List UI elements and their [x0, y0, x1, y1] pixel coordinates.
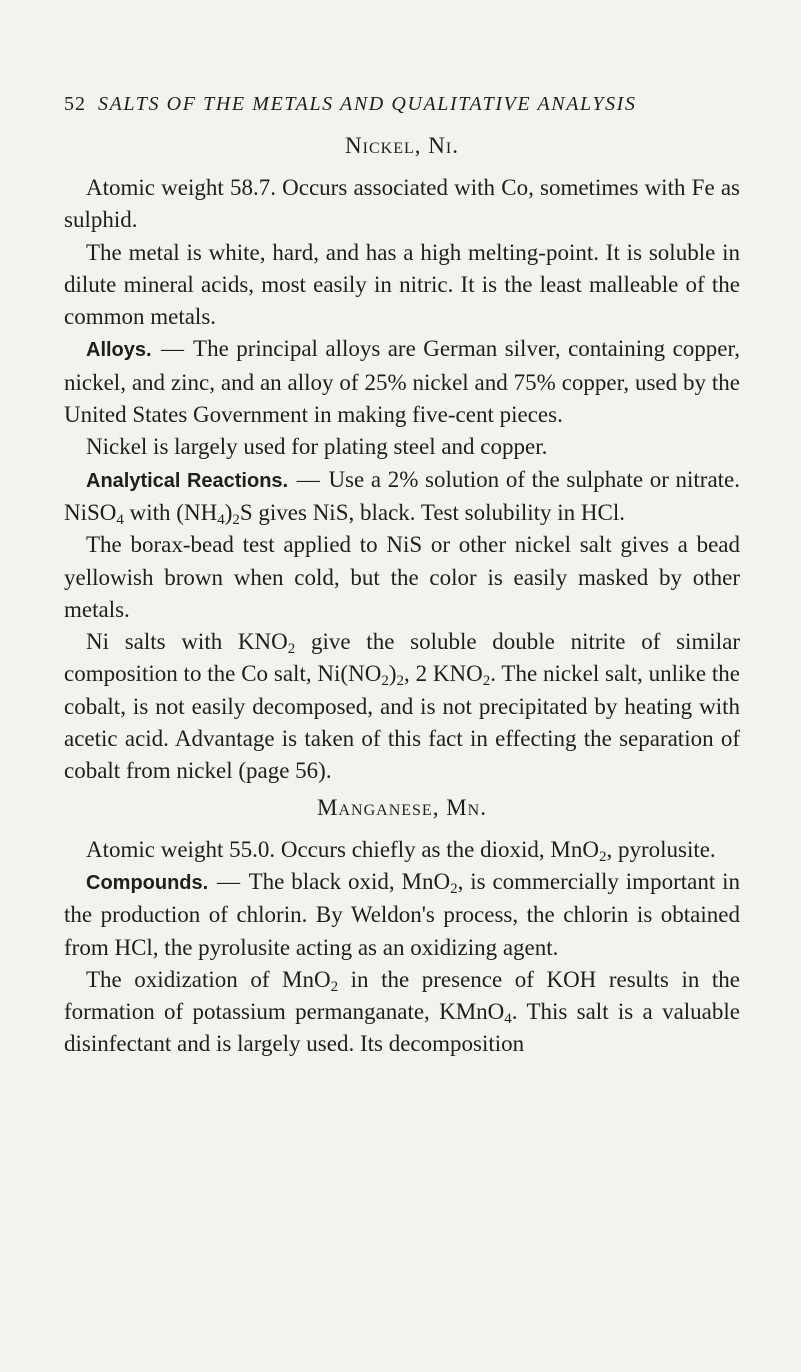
- paragraph: [64, 464, 740, 530]
- section-title-manganese: Manganese, Mn.: [317, 794, 487, 820]
- running-title: SALTS OF THE METALS AND QUALITATIVE ANALYSIS: [98, 93, 637, 115]
- paragraph-lead: Analytical Reactions.: [86, 469, 289, 492]
- section-manganese: [64, 792, 740, 1061]
- section-title-nickel: Nickel, Ni.: [345, 133, 459, 158]
- paragraph-body: The black oxid, MnO$_2$, is commercially important in the production of chlorin. By Weldon's process, the chlorin is obtained from HCl, the pyrolusite acting as an oxidizing agent.: [64, 868, 740, 960]
- em-dash: —: [217, 868, 241, 894]
- paragraph: Ni salts with $KNO_2$ give the soluble double nitrite of similar composition to the Co salt, $Ni(NO_2)_2$, 2 $KNO_2$. The nickel salt, unlike the cobalt, is not easily decomposed, and is not precipitated by heating with acetic acid. Advantage is taken of this fact in effecting the separation of cobalt from nickel (page 56).: [64, 629, 740, 784]
- paragraph-lead: Compounds.: [86, 871, 209, 894]
- page-number: 52: [64, 93, 86, 115]
- paragraph: [64, 333, 740, 431]
- paragraph: The metal is white, hard, and has a high melting-point. It is soluble in dilute mineral acids, most easily in nitric. It is the least malleable of the common metals.: [64, 239, 740, 330]
- em-dash: —: [161, 336, 184, 362]
- paragraph: Atomic weight 55.0. Occurs chiefly as the dioxid, MnO$_2$, pyrolusite.: [86, 836, 716, 865]
- page: [64, 90, 740, 1061]
- paragraph-body: The principal alloys are German silver, containing copper, nickel, and zinc, and an alloy of 25% nickel and 75% copper, used by the United States Government in making five-cent pieces.: [64, 336, 740, 428]
- paragraph: Nickel is largely used for plating steel and copper.: [86, 434, 548, 460]
- running-head: [64, 90, 740, 118]
- paragraph-body: Use a 2% solution of the sulphate or nitrate. NiSO$_4$ with $(NH_4)_2S$ gives NiS, black. Test solubility in HCl.: [64, 466, 741, 528]
- paragraph: The borax-bead test applied to NiS or other nickel salt gives a bead yellowish brown when cold, but the color is easily masked by other metals.: [64, 532, 740, 622]
- paragraph-lead: Alloys.: [86, 339, 152, 362]
- section-nickel: [64, 130, 740, 788]
- paragraph: The oxidization of MnO$_2$ in the presence of KOH results in the formation of potassium permanganate, KMnO$_4$. This salt is a valuable disinfectant and is largely used. Its decomposition: [64, 966, 740, 1057]
- paragraph: Atomic weight 58.7. Occurs associated with Co, sometimes with Fe as sulphid.: [64, 175, 740, 233]
- paragraph: [64, 866, 740, 964]
- em-dash: —: [296, 466, 320, 492]
